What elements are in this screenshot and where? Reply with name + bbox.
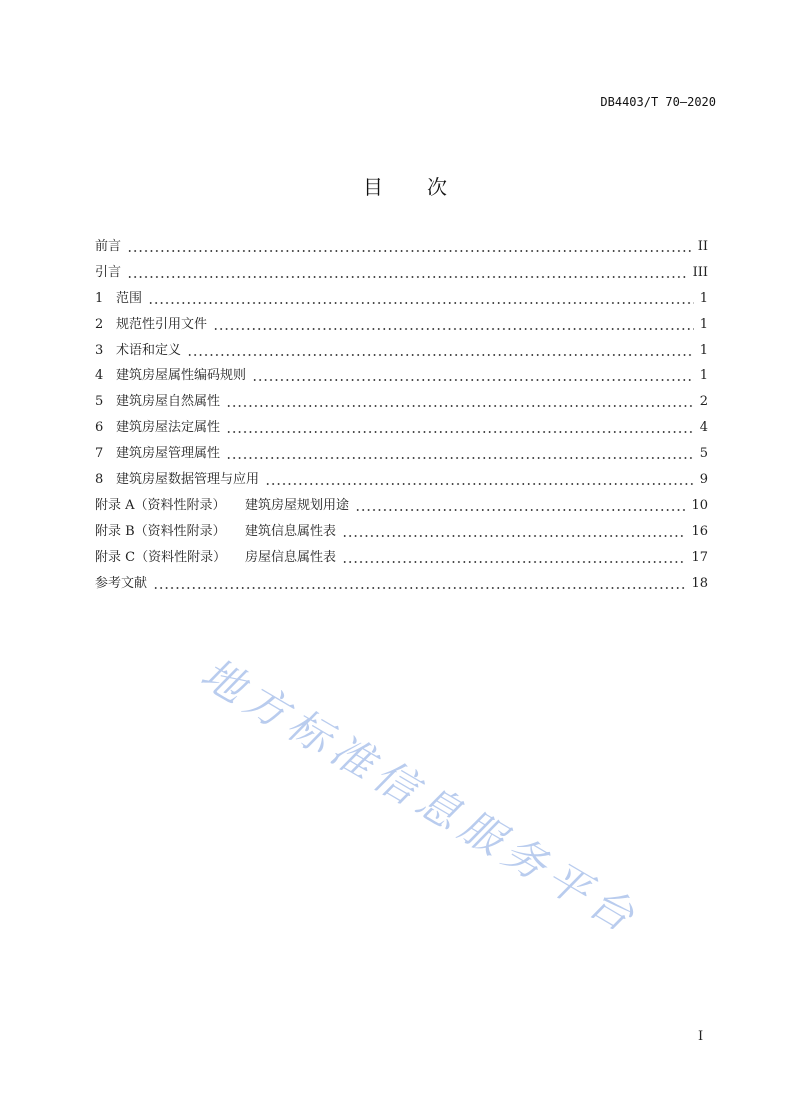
dot-leader xyxy=(265,467,694,493)
toc-page-number: 18 xyxy=(691,575,708,591)
toc-entry-title: 建筑房屋规划用途 xyxy=(245,497,350,513)
dot-leader xyxy=(342,519,685,545)
toc-section-number: 5 xyxy=(95,394,104,410)
toc-entry[interactable] xyxy=(95,493,708,519)
toc-section-number: 7 xyxy=(95,446,104,462)
toc-entry[interactable] xyxy=(95,389,708,415)
page-title-char-2: 次 xyxy=(427,175,447,199)
toc-entry-title: 术语和定义 xyxy=(116,342,182,358)
dot-leader xyxy=(187,338,694,364)
toc-entry[interactable] xyxy=(95,260,708,286)
toc-entry[interactable] xyxy=(95,441,708,467)
toc-appendix-label: 附录 B（资料性附录） xyxy=(95,523,226,539)
toc-section-number: 8 xyxy=(95,472,104,488)
toc-page-number: 1 xyxy=(699,316,708,332)
toc-page-number: 1 xyxy=(699,290,708,306)
toc-entry[interactable] xyxy=(95,363,708,389)
toc-entry-title: 建筑房屋数据管理与应用 xyxy=(116,472,260,488)
toc-entry-title: 建筑房屋自然属性 xyxy=(116,394,221,410)
toc-entry-title: 规范性引用文件 xyxy=(116,316,208,332)
toc-page-number: 1 xyxy=(699,342,708,358)
toc-page-number: 1 xyxy=(699,368,708,384)
toc-appendix-label: 附录 A（资料性附录） xyxy=(95,497,226,513)
toc-entry[interactable] xyxy=(95,519,708,545)
toc-entry[interactable] xyxy=(95,286,708,312)
toc-entry-title: 建筑房屋属性编码规则 xyxy=(116,368,247,384)
toc-page-number: 10 xyxy=(691,497,708,513)
toc-page-number: 16 xyxy=(691,523,708,539)
toc-entry-title: 范围 xyxy=(116,290,143,306)
dot-leader xyxy=(226,441,694,467)
toc-entry[interactable] xyxy=(95,415,708,441)
toc-page-number: 4 xyxy=(699,420,708,436)
dot-leader xyxy=(127,234,692,260)
dot-leader xyxy=(127,260,687,286)
dot-leader xyxy=(226,415,694,441)
toc-entry[interactable] xyxy=(95,545,708,571)
toc-entry[interactable] xyxy=(95,467,708,493)
toc-page-number: II xyxy=(697,239,708,254)
footer-page-number: I xyxy=(698,1029,704,1044)
toc-section-number: 3 xyxy=(95,342,104,358)
toc-page-number: 5 xyxy=(699,446,708,462)
dot-leader xyxy=(153,571,685,597)
toc-entry[interactable] xyxy=(95,312,708,338)
toc-appendix-label: 附录 C（资料性附录） xyxy=(95,549,227,565)
dot-leader xyxy=(226,389,694,415)
toc-entry[interactable] xyxy=(95,338,708,364)
table-of-contents xyxy=(95,234,708,596)
toc-entry-title: 引言 xyxy=(95,264,122,280)
dot-leader xyxy=(148,286,694,312)
toc-entry-title: 建筑信息属性表 xyxy=(245,523,337,539)
toc-page-number: 2 xyxy=(699,394,708,410)
dot-leader xyxy=(355,493,685,519)
toc-section-number: 1 xyxy=(95,290,104,306)
toc-entry[interactable] xyxy=(95,234,708,260)
toc-section-number: 2 xyxy=(95,316,104,332)
toc-entry-title: 建筑房屋法定属性 xyxy=(116,420,221,436)
toc-section-number: 6 xyxy=(95,420,104,436)
page-title-char-1: 目 xyxy=(363,175,383,199)
dot-leader xyxy=(342,545,685,571)
toc-entry-title: 前言 xyxy=(95,239,122,254)
document-code: DB4403/T 70—2020 xyxy=(600,95,716,109)
dot-leader xyxy=(252,363,694,389)
watermark: 地方标准信息服务平台 xyxy=(192,648,649,945)
toc-page-number: 9 xyxy=(699,472,708,488)
toc-entry-title: 参考文献 xyxy=(95,575,148,591)
toc-section-number: 4 xyxy=(95,368,104,384)
dot-leader xyxy=(213,312,694,338)
toc-entry-title: 房屋信息属性表 xyxy=(245,549,337,565)
toc-entry-title: 建筑房屋管理属性 xyxy=(116,446,221,462)
toc-page-number: 17 xyxy=(691,549,708,565)
toc-page-number: III xyxy=(692,264,708,280)
toc-entry[interactable] xyxy=(95,571,708,597)
